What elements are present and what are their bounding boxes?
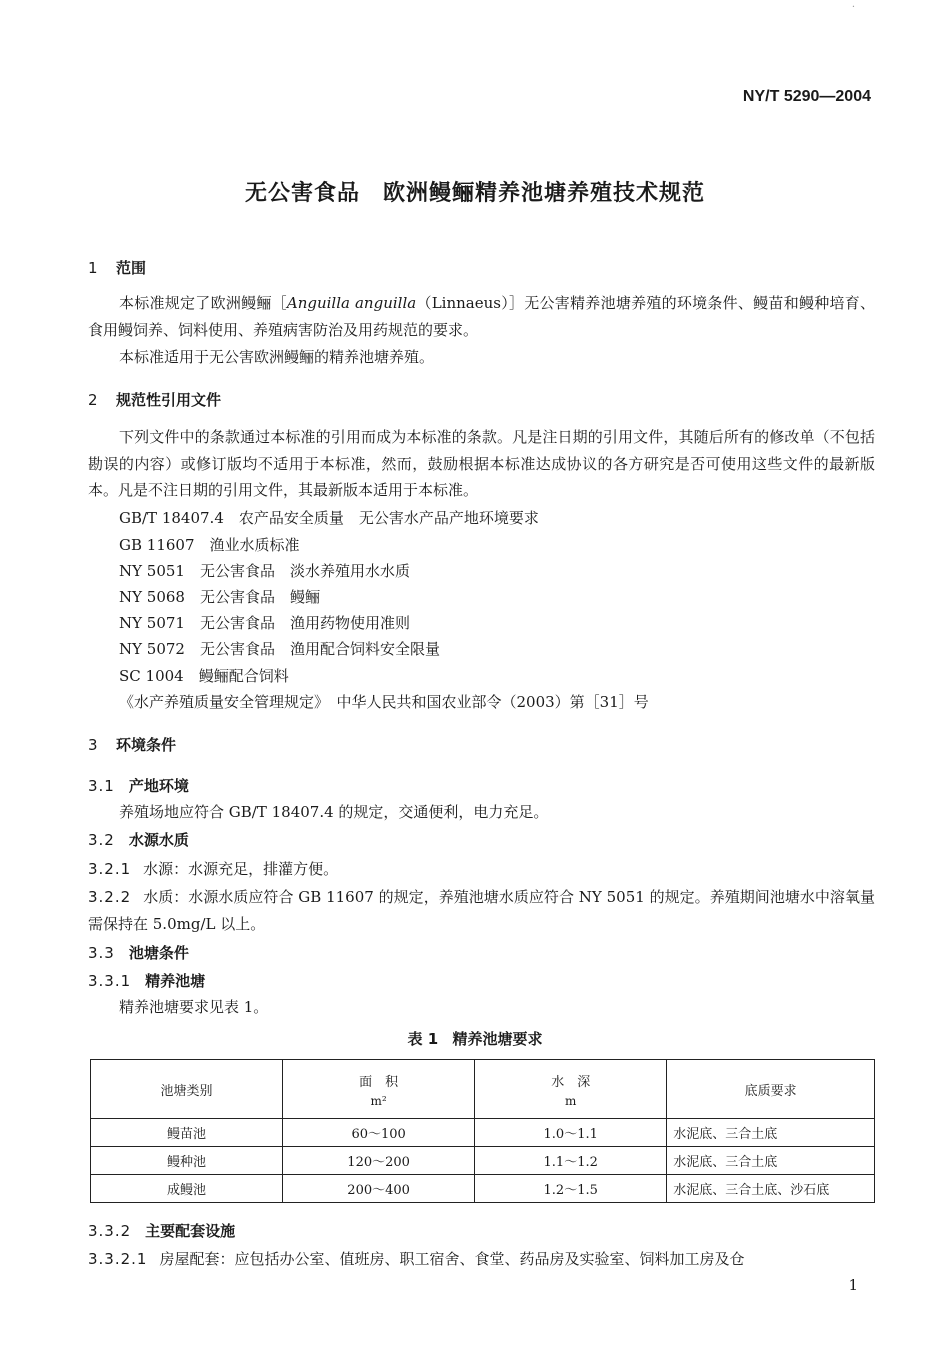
section-1-paragraph-1: [88, 290, 875, 343]
section-title: 规范性引用文件: [116, 391, 222, 409]
section-title: 主要配套设施: [145, 1222, 236, 1240]
table-title: 精养池塘要求: [452, 1030, 543, 1048]
table-row: [91, 1147, 875, 1175]
reference-item: NY 5071 无公害食品 渔用药物使用准则: [119, 614, 410, 632]
section-3-3-2-1: [88, 1248, 745, 1269]
reference-item: SC 1004 鳗鲡配合饲料: [119, 667, 289, 685]
table-cell: 120～200: [283, 1147, 475, 1175]
header-cell: [283, 1060, 475, 1119]
reference-item: 《水产养殖质量安全管理规定》 中华人民共和国农业部令（2003）第［31］号: [119, 693, 649, 711]
table-cell: 200～400: [283, 1175, 475, 1203]
header-cell: [91, 1060, 283, 1119]
table-row: [91, 1119, 875, 1147]
section-3-2-2: [88, 884, 875, 937]
header-label: 池塘类别: [160, 1083, 213, 1099]
text-run: （Linnaeus）］无公害精养池塘养殖的环境条件、鳗苗和鳗种培育、食用鳗饲养、饲料使用、养殖病害防治及用药规范的要求。: [88, 294, 875, 339]
section-number: 2: [88, 391, 98, 409]
section-3-2-heading: [88, 829, 189, 850]
table-cell: 水泥底、三合土底: [667, 1119, 875, 1147]
table-cell: 1.2～1.5: [475, 1175, 667, 1203]
table-cell: 60～100: [283, 1119, 475, 1147]
table-cell: 1.1～1.2: [475, 1147, 667, 1175]
section-number: 3.2: [88, 831, 115, 849]
section-1-paragraph-2: 本标准适用于无公害欧洲鳗鲡的精养池塘养殖。: [119, 348, 435, 366]
section-2-paragraph: 下列文件中的条款通过本标准的引用而成为本标准的条款。凡是注日期的引用文件，其随后所有的修改单（不包括勘误的内容）或修订版均不适用于本标准，然而，鼓励根据本标准达成协议的各方研究是否可使用这些文件的最新版本。凡是不注日期的引用文件，其最新版本适用于本标准。: [88, 428, 875, 499]
page-number: 1: [848, 1276, 858, 1294]
section-number: 3.3.1: [88, 972, 132, 990]
text-run: 本标准规定了欧洲鳗鲡［: [119, 294, 287, 312]
table-caption: [0, 1028, 950, 1049]
section-text: 房屋配套：应包括办公室、值班房、职工宿舍、食堂、药品房及实验室、饲料加工房及仓: [159, 1250, 745, 1268]
table-header-row: [91, 1060, 875, 1119]
header-label: 底质要求: [744, 1083, 797, 1099]
section-3-1-heading: [88, 775, 189, 796]
section-3-3-1-text: 精养池塘要求见表 1。: [119, 998, 269, 1016]
section-text: 水质：水源水质应符合 GB 11607 的规定，养殖池塘水质应符合 NY 5051 的规定。养殖期间池塘水中溶氧量需保持在 5.0mg/L 以上。: [88, 888, 875, 933]
section-number: 3: [88, 736, 98, 754]
reference-item: NY 5068 无公害食品 鳗鲡: [119, 588, 320, 606]
section-number: 3.1: [88, 777, 115, 795]
section-3-1-text: 养殖场地应符合 GB/T 18407.4 的规定，交通便利，电力充足。: [119, 803, 549, 821]
standard-number: NY/T 5290—2004: [742, 88, 871, 105]
section-3-2-1: [88, 858, 338, 879]
section-number: 3.3.2: [88, 1222, 132, 1240]
section-number: 3.2.2: [88, 888, 132, 906]
header-label: 面 积: [359, 1074, 399, 1090]
table-cell: 鳗苗池: [91, 1119, 283, 1147]
section-title: 水源水质: [128, 831, 189, 849]
section-1-heading: [88, 257, 146, 278]
section-number: 3.2.1: [88, 860, 132, 878]
section-title: 池塘条件: [128, 944, 189, 962]
section-2-heading: [88, 389, 221, 410]
header-unit: m: [565, 1093, 577, 1108]
table-cell: 成鳗池: [91, 1175, 283, 1203]
section-title: 范围: [116, 259, 147, 277]
section-number: 3.3: [88, 944, 115, 962]
reference-item: NY 5072 无公害食品 渔用配合饲料安全限量: [119, 640, 440, 658]
header-cell: [475, 1060, 667, 1119]
table-cell: 水泥底、三合土底: [667, 1147, 875, 1175]
section-3-heading: [88, 734, 176, 755]
reference-item: NY 5051 无公害食品 淡水养殖用水水质: [119, 562, 410, 580]
latin-name: Anguilla anguilla: [286, 294, 417, 312]
section-text: 水源：水源充足，排灌方便。: [143, 860, 339, 878]
header-unit: m²: [370, 1093, 387, 1108]
section-title: 产地环境: [128, 777, 189, 795]
section-3-3-2-heading: [88, 1220, 235, 1241]
table-cell: 1.0～1.1: [475, 1119, 667, 1147]
table-cell: 水泥底、三合土底、沙石底: [667, 1175, 875, 1203]
table-cell: 鳗种池: [91, 1147, 283, 1175]
pond-requirements-table: [90, 1059, 875, 1203]
table-label: 表 1: [407, 1030, 439, 1048]
header-cell: [667, 1060, 875, 1119]
reference-item: GB 11607 渔业水质标准: [119, 536, 300, 554]
scan-mark: ·: [851, 2, 855, 13]
table-row: [91, 1175, 875, 1203]
section-title: 精养池塘: [145, 972, 206, 990]
section-number: 1: [88, 259, 98, 277]
section-3-3-1-heading: [88, 970, 205, 991]
section-number: 3.3.2.1: [88, 1250, 148, 1268]
section-3-3-heading: [88, 942, 189, 963]
reference-item: GB/T 18407.4 农产品安全质量 无公害水产品产地环境要求: [119, 509, 539, 527]
page-title: 无公害食品 欧洲鳗鲡精养池塘养殖技术规范: [244, 181, 705, 206]
section-title: 环境条件: [116, 736, 177, 754]
header-label: 水 深: [551, 1074, 591, 1090]
